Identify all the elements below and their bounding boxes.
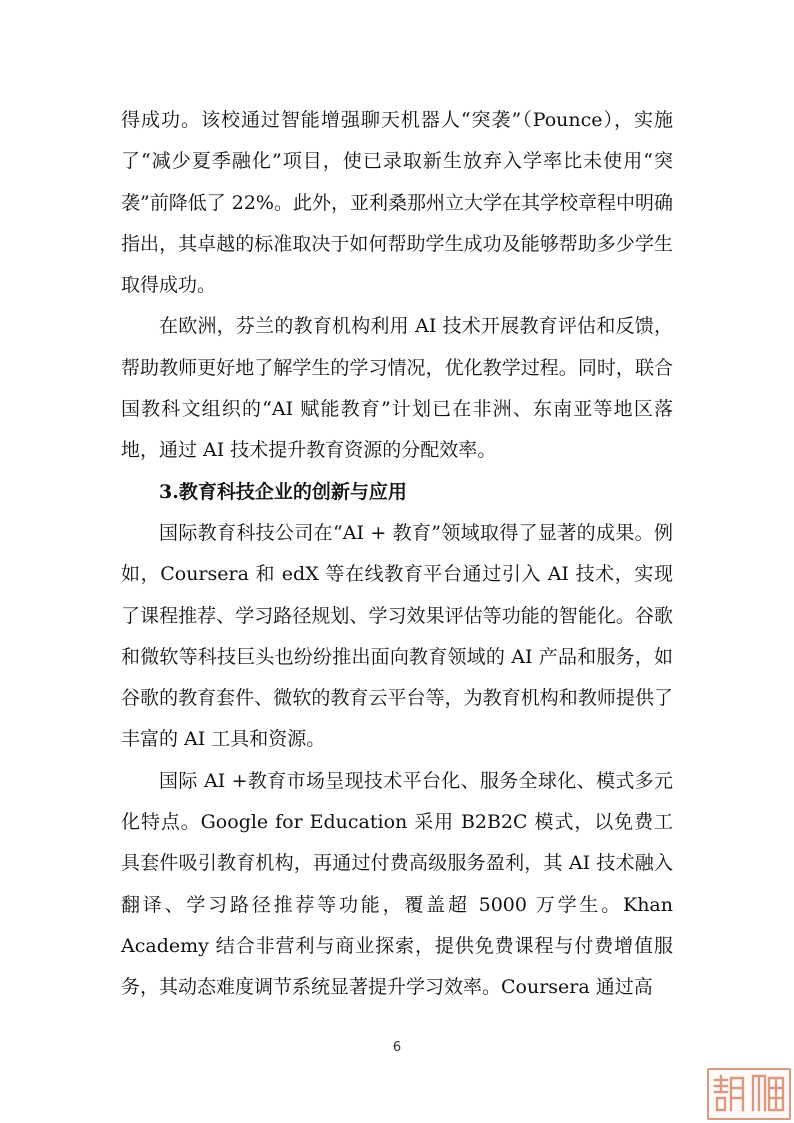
- page-body: [121, 100, 673, 1009]
- watermark-seal: [707, 1068, 791, 1120]
- seal-glyphs-icon: [709, 1070, 789, 1118]
- paragraph-3: 国际教育科技公司在“AI + 教育”领域取得了显著的成果。例如，Coursera 和 edX 等在线教育平台通过引入 AI 技术，实现了课程推荐、学习路径规划、学习效果评估等功能的智能化。谷歌和微软等科技巨头也纷纷推出面向教育领域的 AI 产品和服务，如谷歌的教育套件、微软的教育云平台等，为教育机构和教师提供了丰富的 AI 工具和资源。: [121, 521, 673, 751]
- paragraph-4: 国际 AI +教育市场呈现技术平台化、服务全球化、模式多元化特点。Google for Education 采用 B2B2C 模式，以免费工具套件吸引教育机构，再通过付费高级服务盈利，其 AI 技术融入翻译、学习路径推荐等功能，覆盖超 5000 万学生。Khan Academy 结合非营利与商业探索，提供免费课程与付费增值服务，其动态难度调节系统显著提升学习效率。Coursera 通过高: [121, 769, 673, 999]
- paragraph-1: 得成功。该校通过智能增强聊天机器人“突袭”（Pounce），实施了“减少夏季融化”项目，使已录取新生放弃入学率比未使用“突袭”前降低了 22%。此外，亚利桑那州立大学在其学校章程中明确指出，其卓越的标准取决于如何帮助学生成功及能够帮助多少学生取得成功。: [121, 109, 673, 297]
- paragraph-2: 在欧洲，芬兰的教育机构利用 AI 技术开展教育评估和反馈，帮助教师更好地了解学生的学习情况，优化教学过程。同时，联合国教科文组织的“AI 赋能教育”计划已在非洲、东南亚等地区落地，通过 AI 技术提升教育资源的分配效率。: [121, 315, 673, 462]
- page-number: 6: [392, 1040, 402, 1055]
- section-heading: 3.教育科技企业的创新与应用: [159, 480, 407, 503]
